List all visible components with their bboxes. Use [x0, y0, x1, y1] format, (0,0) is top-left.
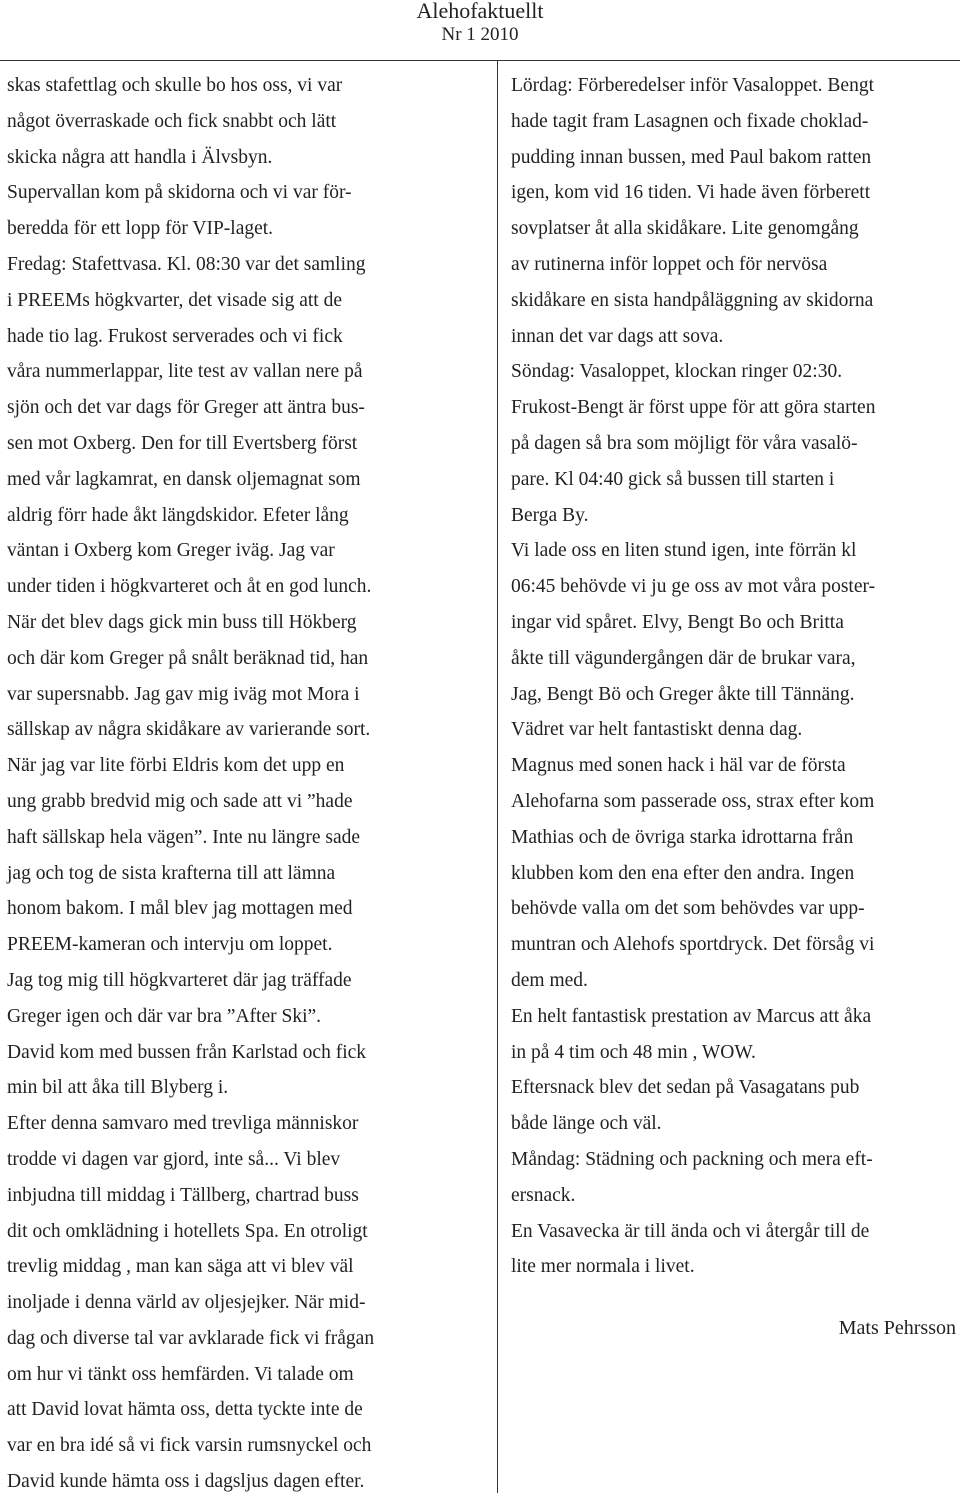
- text-line: i PREEMs högkvarter, det visade sig att de: [7, 289, 342, 311]
- text-line: beredda för ett lopp för VIP-laget.: [7, 218, 274, 240]
- text-line: David kunde hämta oss i dagsljus dagen efter.: [7, 1471, 365, 1493]
- text-line: på dagen så bra som möjligt för våra vasalö-: [511, 432, 858, 454]
- text-line: muntran och Alehofs sportdryck. Det försåg vi: [511, 934, 875, 956]
- text-line: väntan i Oxberg kom Greger iväg. Jag var: [7, 540, 335, 562]
- text-line: något överraskade och fick snabbt och lätt: [7, 110, 337, 132]
- text-line: inbjudna till middag i Tällberg, chartrad buss: [7, 1184, 359, 1206]
- text-line: Vädret var helt fantastiskt denna dag.: [511, 719, 803, 741]
- text-line: klubben kom den ena efter den andra. Ingen: [511, 862, 855, 884]
- text-line: igen, kom vid 16 tiden. Vi hade även förberett: [511, 182, 871, 204]
- text-line: Alehofarna som passerade oss, strax efter kom: [511, 790, 875, 812]
- text-line: lite mer normala i livet.: [511, 1256, 695, 1278]
- text-line: sjön och det var dags för Greger att äntra bus-: [7, 397, 365, 419]
- text-line: Eftersnack blev det sedan på Vasagatans pub: [511, 1077, 860, 1099]
- text-line: 06:45 behövde vi ju ge oss av mot våra poster-: [511, 576, 876, 598]
- text-line: inoljade i denna värld av oljesjejker. När mid-: [7, 1292, 366, 1314]
- left-column: [7, 68, 374, 1500]
- text-line: under tiden i högkvarteret och åt en god lunch.: [7, 576, 372, 598]
- text-line: En helt fantastisk prestation av Marcus att åka: [511, 1005, 872, 1027]
- column-divider: [497, 61, 498, 1493]
- text-line: sen mot Oxberg. Den for till Evertsberg först: [7, 432, 358, 454]
- text-line: Fredag: Stafettvasa. Kl. 08:30 var det samling: [7, 253, 366, 275]
- text-line: skidåkare en sista handpåläggning av skidorna: [511, 289, 874, 311]
- text-line: En Vasavecka är till ända och vi återgår till de: [511, 1220, 870, 1242]
- text-line: att David lovat hämta oss, detta tyckte inte de: [7, 1399, 363, 1421]
- text-line: Efter denna samvaro med trevliga människor: [7, 1113, 359, 1135]
- text-line: åkte till vägundergången där de brukar vara,: [511, 647, 856, 669]
- text-line: Greger igen och där var bra ”After Ski”.: [7, 1005, 322, 1027]
- text-line: haft sällskap hela vägen”. Inte nu längre sade: [7, 826, 361, 848]
- text-line: hade tio lag. Frukost serverades och vi fick: [7, 325, 343, 347]
- text-line: Frukost-Bengt är först uppe för att göra starten: [511, 397, 876, 419]
- text-line: Jag, Bengt Bö och Greger åkte till Tännäng.: [511, 683, 855, 705]
- text-line: hade tagit fram Lasagnen och fixade choklad-: [511, 110, 869, 132]
- text-line: om hur vi tänkt oss hemfärden. Vi talade om: [7, 1363, 354, 1385]
- text-line: var en bra idé så vi fick varsin rumsnyckel och: [7, 1435, 372, 1457]
- text-line: dem med.: [511, 969, 588, 991]
- text-line: Lördag: Förberedelser inför Vasaloppet. Bengt: [511, 75, 874, 96]
- text-line: och där kom Greger på snålt beräknad tid, han: [7, 647, 369, 669]
- text-line: av rutinerna inför loppet och för nervösa: [511, 253, 828, 275]
- text-line: skicka några att handla i Älvsbyn.: [7, 146, 273, 168]
- text-line: Mathias och de övriga starka idrottarna från: [511, 826, 854, 848]
- text-line: honom bakom. I mål blev jag mottagen med: [7, 898, 353, 920]
- text-line: Magnus med sonen hack i häl var de första: [511, 755, 846, 777]
- text-line: När jag var lite förbi Eldris kom det upp en: [7, 755, 345, 777]
- text-line: David kom med bussen från Karlstad och fick: [7, 1041, 367, 1063]
- text-line: aldrig förr hade åkt längdskidor. Efeter lång: [7, 504, 349, 526]
- text-line: Jag tog mig till högkvarteret där jag träffade: [7, 969, 352, 991]
- text-line: skas stafettlag och skulle bo hos oss, vi var: [7, 75, 343, 96]
- text-line: ersnack.: [511, 1184, 576, 1206]
- issue-number: Nr 1 2010: [441, 24, 519, 45]
- text-line: min bil att åka till Blyberg i.: [7, 1077, 229, 1099]
- text-line: var supersnabb. Jag gav mig iväg mot Mora i: [7, 683, 360, 705]
- text-line: När det blev dags gick min buss till Hökberg: [7, 611, 357, 633]
- text-line: dag och diverse tal var avklarade fick vi frågan: [7, 1327, 375, 1349]
- text-line: innan det var dags att sova.: [511, 325, 724, 347]
- text-line: Söndag: Vasaloppet, klockan ringer 02:30.: [511, 361, 843, 383]
- text-line: ung grabb bredvid mig och sade att vi ”hade: [7, 790, 353, 812]
- text-line: med vår lagkamrat, en dansk oljemagnat som: [7, 468, 361, 490]
- text-line: sällskap av några skidåkare av varierande sort.: [7, 719, 371, 741]
- text-line: PREEM-kameran och intervju om loppet.: [7, 934, 333, 956]
- text-line: behövde valla om det som behövdes var upp-: [511, 898, 865, 920]
- text-line: Vi lade oss en liten stund igen, inte förrän kl: [511, 540, 857, 562]
- text-line: in på 4 tim och 48 min , WOW.: [511, 1041, 756, 1063]
- text-line: både länge och väl.: [511, 1113, 662, 1135]
- text-line: ingar vid spåret. Elvy, Bengt Bo och Britta: [511, 611, 844, 633]
- text-line: dit och omklädning i hotellets Spa. En otroligt: [7, 1220, 368, 1242]
- header-rule: [0, 60, 960, 61]
- author-signature: Mats Pehrsson: [838, 1317, 956, 1339]
- text-line: jag och tog de sista krafterna till att lämna: [7, 862, 336, 884]
- right-column: [511, 68, 875, 1285]
- text-line: Supervallan kom på skidorna och vi var för-: [7, 182, 352, 204]
- text-line: Måndag: Städning och packning och mera eft-: [511, 1148, 873, 1170]
- text-line: trodde vi dagen var gjord, inte så... Vi blev: [7, 1148, 341, 1170]
- text-line: pudding innan bussen, med Paul bakom ratten: [511, 146, 872, 168]
- text-line: pare. Kl 04:40 gick så bussen till starten i: [511, 468, 835, 490]
- text-line: sovplatser åt alla skidåkare. Lite genomgång: [511, 218, 859, 240]
- publication-title: Alehofaktuellt: [416, 0, 544, 23]
- text-line: Berga By.: [511, 504, 589, 526]
- text-line: våra nummerlappar, lite test av vallan nere på: [7, 361, 363, 383]
- text-line: trevlig middag , man kan säga att vi blev väl: [7, 1256, 354, 1278]
